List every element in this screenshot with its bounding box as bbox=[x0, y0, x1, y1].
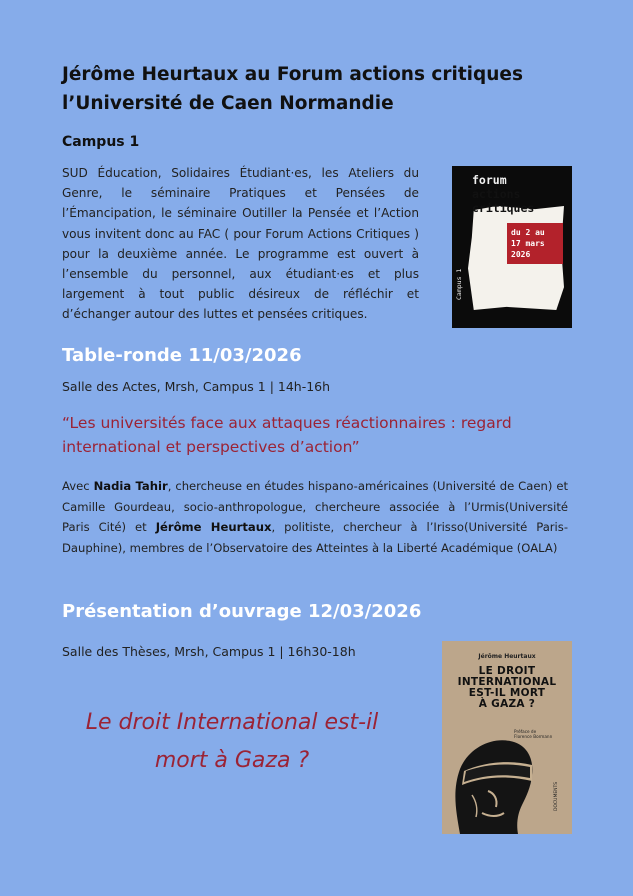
book-question-line1: Le droit International est-il bbox=[85, 710, 379, 735]
presentation-meta: Salle des Thèses, Mrsh, Campus 1 | 16h30-18h bbox=[62, 644, 356, 659]
blindfolded-head-illustration bbox=[442, 731, 572, 834]
title-line-2: l’Université de Caen Normandie bbox=[62, 93, 394, 114]
book-title bbox=[450, 666, 564, 710]
presentation-heading: Présentation d’ouvrage 12/03/2026 bbox=[62, 601, 422, 622]
poster-dates-line2: 17 mars bbox=[511, 239, 545, 248]
book-publisher-label: DOCUMENTS bbox=[554, 781, 559, 811]
book-title-line1: LE DROIT bbox=[478, 665, 536, 677]
page-title bbox=[62, 60, 582, 118]
table-ronde-meta: Salle des Actes, Mrsh, Campus 1 | 14h-16h bbox=[62, 379, 331, 394]
table-ronde-quote: “Les universités face aux attaques réactionnaires : regard international et perspectives d’action” bbox=[62, 414, 512, 456]
intro-paragraph: SUD Éducation, Solidaires Étudiant·es, les Ateliers du Genre, le séminaire Pratiques et Pensées de l’Émancipation, le séminaire Outiller la Pensée et l’Action vous invitent donc au FAC ( pour Forum Actions Critiques ) pour la deuxième année. Le programme est ouvert à l’ensemble du personnel, aux étudiant·es et plus largement à tout public désireux de réfléchir et d’échanger autour des luttes et pensées critiques. bbox=[62, 166, 419, 322]
table-ronde-heading: Table-ronde 11/03/2026 bbox=[62, 345, 302, 366]
poster-campus-label: Campus 1 bbox=[455, 268, 463, 300]
book-title-line2: INTERNATIONAL bbox=[457, 676, 557, 688]
forum-poster-image bbox=[452, 166, 572, 328]
book-author: Jérôme Heurtaux bbox=[478, 653, 536, 660]
poster-dates-line1: du 2 au bbox=[511, 228, 545, 237]
para-end: , politiste, chercheur à l’Irisso(Université Paris-Dauphine), membres de l’Observatoire des Atteintes à la Liberté Académique (OALA) bbox=[62, 520, 569, 555]
poster-dates-line3: 2026 bbox=[511, 250, 531, 259]
title-line-1: Jérôme Heurtaux au Forum actions critiques bbox=[62, 64, 523, 85]
table-ronde-description bbox=[62, 476, 568, 558]
poster-forum: forum bbox=[472, 173, 507, 187]
speaker-nadia-tahir: Nadia Tahir bbox=[93, 479, 168, 493]
poster-title bbox=[472, 173, 534, 215]
speaker-jerome-heurtaux: Jérôme Heurtaux bbox=[155, 520, 272, 535]
book-cover-image bbox=[442, 641, 572, 834]
para-start: Avec bbox=[62, 479, 94, 493]
book-title-line4: À GAZA ? bbox=[478, 698, 536, 710]
poster-actions: actions bbox=[472, 187, 521, 201]
book-preface-line1: Préface de bbox=[514, 729, 537, 734]
para-mid: , chercheuse en études hispano-américaines (Université de Caen) et Camille Gourdeau, socio-anthropologue, chercheure associée à l’Urmis(Université Paris Cité) et bbox=[62, 479, 569, 535]
book-question-line2: mort à Gaza ? bbox=[154, 748, 310, 773]
book-preface-line2: Florence Bormann bbox=[514, 734, 553, 739]
poster-dates-badge bbox=[507, 223, 563, 264]
campus-subtitle: Campus 1 bbox=[62, 134, 140, 150]
book-title-line3: EST-IL MORT bbox=[468, 687, 546, 699]
book-question bbox=[52, 704, 412, 780]
poster-critiques: critiques bbox=[472, 201, 535, 215]
